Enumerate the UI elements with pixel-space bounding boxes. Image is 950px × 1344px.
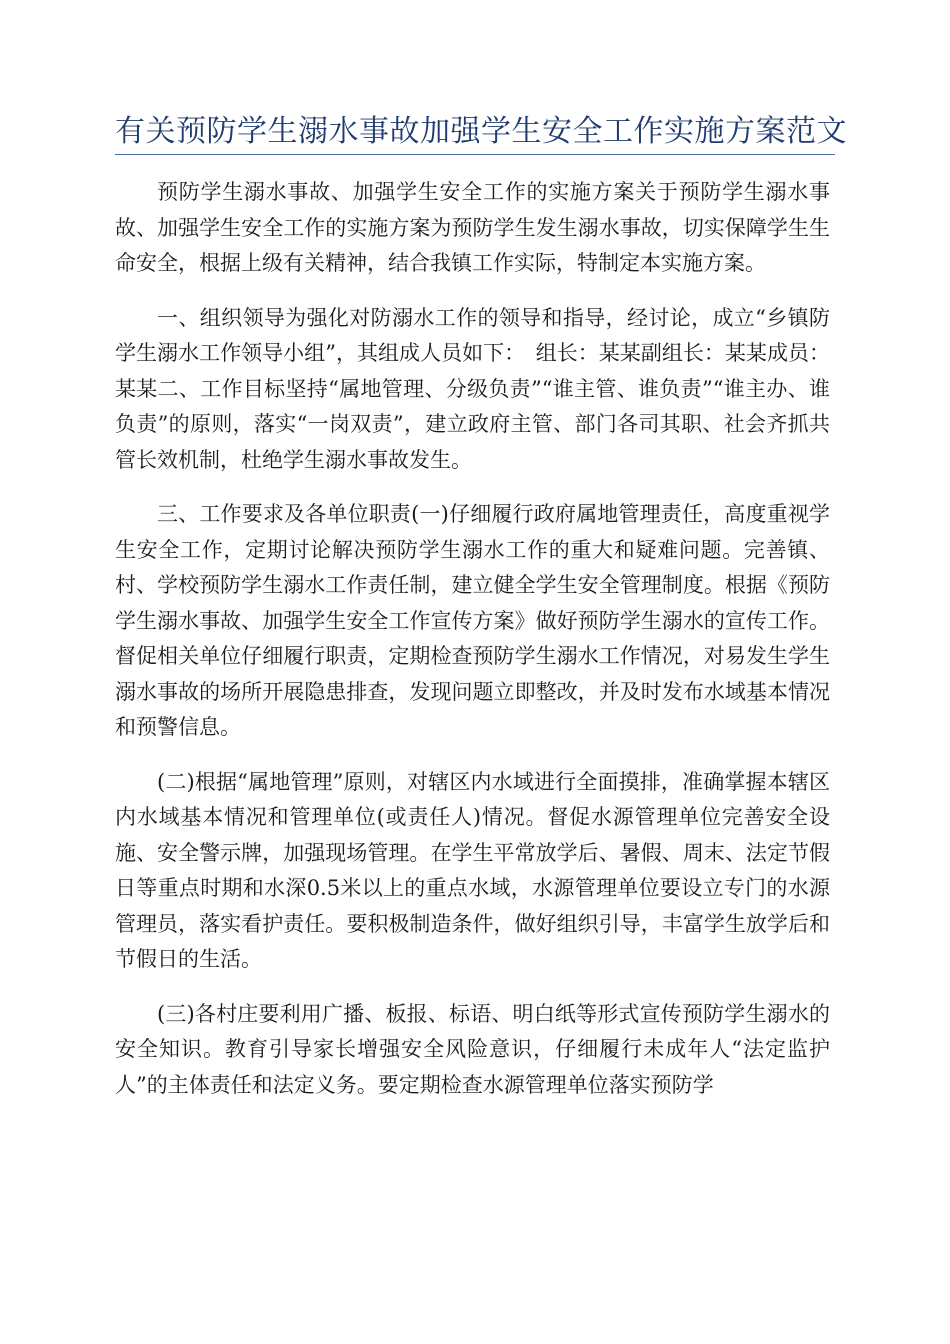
paragraph-requirements: 三、工作要求及各单位职责(一)仔细履行政府属地管理责任，高度重视学生安全工作，定期讨论解决预防学生溺水工作的重大和疑难问题。完善镇、村、学校预防学生溺水工作责任制，建立健全学生安全管理制度。根据《预防学生溺水事故、加强学生安全工作宣传方案》做好预防学生溺水的宣传工作。督促相关单位仔细履行职责，定期检查预防学生溺水工作情况，对易发生学生溺水事故的场所开展隐患排查，发现问题立即整改，并及时发布水域基本情况和预警信息。	[115, 502, 830, 739]
paragraph-intro: 预防学生溺水事故、加强学生安全工作的实施方案关于预防学生溺水事故、加强学生安全工作的实施方案为预防学生发生溺水事故，切实保障学生生命安全，根据上级有关精神，结合我镇工作实际，特制定本实施方案。	[115, 180, 830, 275]
paragraph-organization: 一、组织领导为强化对防溺水工作的领导和指导，经讨论，成立“乡镇防学生溺水工作领导小组”，其组成人员如下： 组长：某某副组长：某某成员：某某二、工作目标坚持“属地管理、分级负责”“谁主管、谁负责”“谁主办、谁负责”的原则，落实“一岗双责”，建立政府主管、部门各司其职、社会齐抓共管长效机制，杜绝学生溺水事故发生。	[115, 305, 830, 472]
paragraph-village-publicity: (三)各村庄要利用广播、板报、标语、明白纸等形式宣传预防学生溺水的安全知识。教育引导家长增强安全风险意识，仔细履行未成年人“法定监护人”的主体责任和法定义务。要定期检查水源管理单位落实预防学	[115, 1001, 830, 1097]
paragraph-territorial-management: (二)根据“属地管理”原则，对辖区内水域进行全面摸排，准确掌握本辖区内水域基本情况和管理单位(或责任人)情况。督促水源管理单位完善安全设施、安全警示牌，加强现场管理。在学生平常放学后、暑假、周末、法定节假日等重点时期和水深0.5米以上的重点水域，水源管理单位要设立专门的水源管理员，落实看护责任。要积极制造条件，做好组织引导，丰富学生放学后和节假日的生活。	[115, 769, 830, 971]
document-title: 有关预防学生溺水事故加强学生安全工作实施方案范文	[115, 114, 847, 149]
title-underline	[115, 154, 835, 155]
document-body	[115, 175, 830, 1122]
